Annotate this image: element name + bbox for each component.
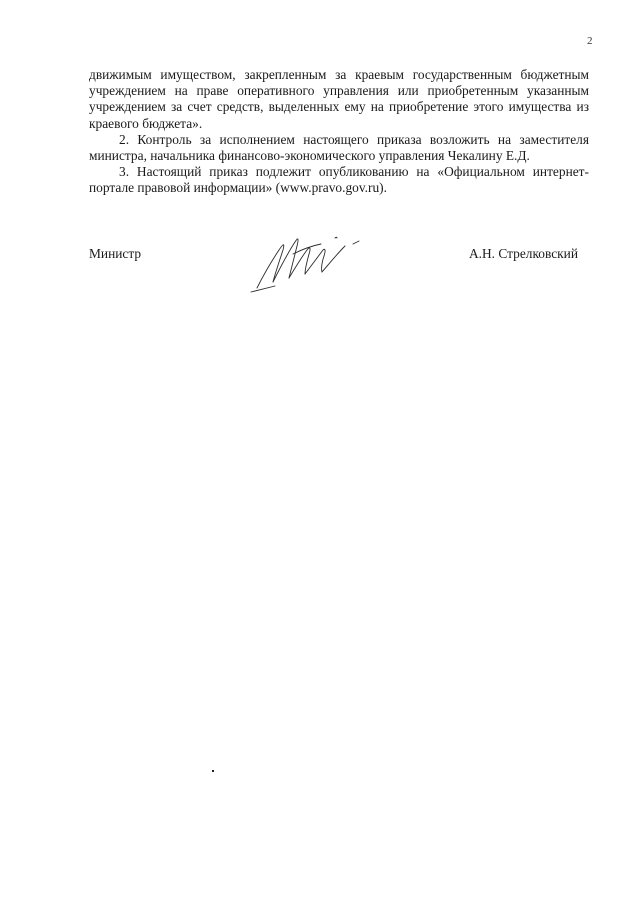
stray-dot xyxy=(212,770,214,772)
paragraph-continuation: движимым имуществом, закрепленным за краевым государственным бюджетным учреждением на праве оперативного управления или приобретенным указанным учреждением за счет средств, выделенных ему на приобретение этого имущества из краевого бюджета». xyxy=(89,67,589,131)
signature-block xyxy=(89,246,589,296)
handwritten-signature xyxy=(249,224,379,294)
paragraph-item-2: 2. Контроль за исполнением настоящего приказа возложить на заместителя министра, начальника финансово-экономического управления Чекалину Е.Д. xyxy=(89,131,589,164)
signer-position: Министр xyxy=(89,246,142,261)
signer-name: А.Н. Стрелковский xyxy=(468,246,578,261)
paragraph-item-3: 3. Настоящий приказ подлежит опубликованию на «Официальном интернет-портале правовой информации» (www.pravo.gov.ru). xyxy=(89,164,589,196)
document-body xyxy=(89,67,589,197)
page-number: 2 xyxy=(587,35,593,47)
